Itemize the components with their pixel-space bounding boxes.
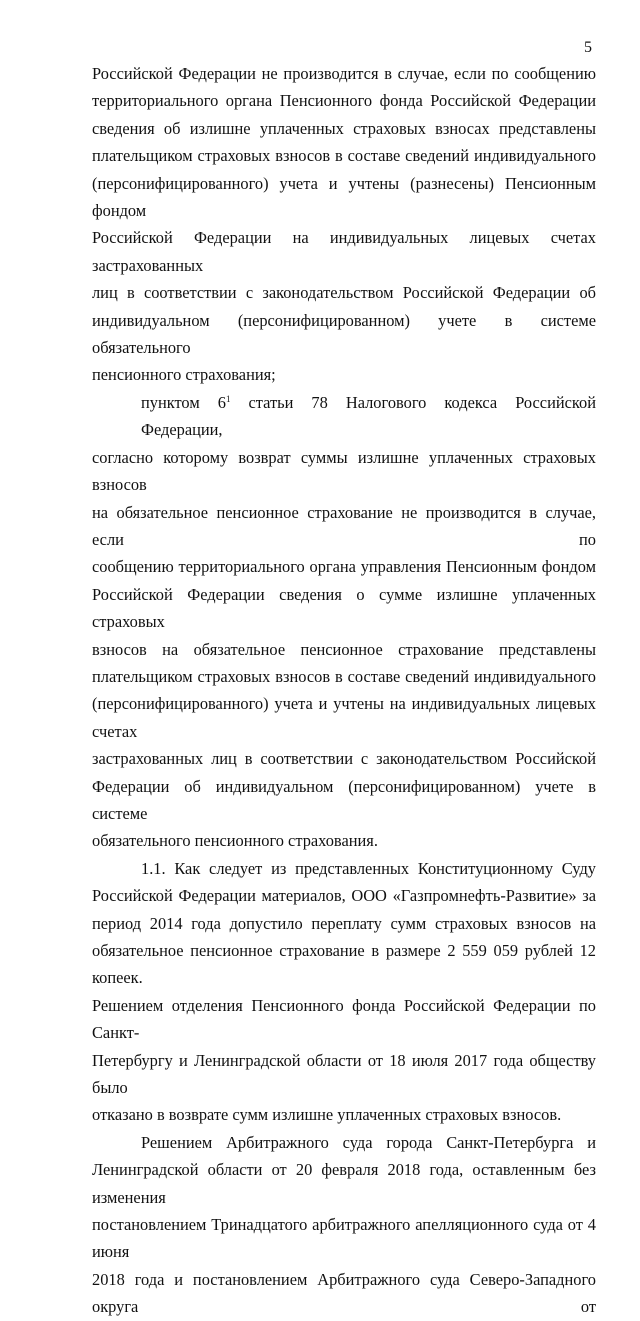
text-line: Федерации об индивидуальном (персонифицированном) учете в системе [92, 776, 596, 823]
paragraph-3 [92, 855, 596, 1129]
text-line: период 2014 года допустило переплату сумм страховых взносов на [92, 913, 596, 933]
paragraph-1 [92, 60, 596, 389]
text-line: индивидуальном (персонифицированном) учете в системе обязательного [92, 310, 596, 358]
text-line: (персонифицированного) учета и учтены (разнесены) Пенсионным фондом [92, 173, 596, 221]
text-line: (персонифицированного) учета и учтены на индивидуальных лицевых счетах [92, 694, 596, 741]
text-line: Российской Федерации на индивидуальных лицевых счетах застрахованных [92, 228, 596, 275]
text-line: Решением Арбитражного суда города Санкт-Петербурга и [141, 1132, 596, 1152]
text-line: Российской Федерации сведения о сумме излишне уплаченных страховых [92, 584, 596, 632]
text-line-with-superscript [92, 389, 596, 444]
text-line: обязательного пенсионного страхования. [92, 831, 378, 851]
text-line: отказано в возврате сумм излишне уплаченных страховых взносов. [92, 1105, 562, 1125]
text-line: плательщиком страховых взносов в составе сведений индивидуального [92, 146, 596, 166]
text-fragment: статьи 78 Налогового кодекса Российской Федерации, [141, 392, 596, 440]
text-line: застрахованных лиц в соответствии с законодательством Российской [92, 749, 596, 769]
text-line: Ленинградской области от 20 февраля 2018 года, оставленным без изменения [92, 1160, 596, 1207]
text-line: территориального органа Пенсионного фонда Российской Федерации [92, 91, 596, 111]
text-line: пенсионного страхования; [92, 365, 276, 385]
text-line: на обязательное пенсионное страхование не производится в случае, если по [92, 502, 596, 549]
text-line: постановлением Тринадцатого арбитражного апелляционного суда от 4 июня [92, 1215, 596, 1262]
page-number: 5 [584, 39, 592, 56]
text-line: согласно которому возврат суммы излишне уплаченных страховых взносов [92, 447, 596, 495]
text-line: сообщению территориального органа управления Пенсионным фондом [92, 557, 596, 577]
text-fragment: пунктом 6 [141, 392, 226, 412]
paragraph-2 [92, 389, 596, 855]
text-line: плательщиком страховых взносов в составе сведений индивидуального [92, 666, 596, 686]
superscript: 1 [225, 393, 231, 404]
document-body [92, 60, 596, 1321]
paragraph-4 [92, 1129, 596, 1321]
text-line: взносов на обязательное пенсионное страхование представлены [92, 639, 596, 659]
text-line: сведения об излишне уплаченных страховых взносах представлены [92, 118, 596, 138]
text-line: лиц в соответствии с законодательством Российской Федерации об [92, 283, 596, 303]
text-line: Российской Федерации материалов, ООО «Газпромнефть-Развитие» за [92, 886, 596, 906]
text-line: Петербургу и Ленинградской области от 18 июля 2017 года обществу было [92, 1050, 596, 1098]
text-line: 1.1. Как следует из представленных Конституционному Суду [141, 858, 596, 878]
text-line: 2018 года и постановлением Арбитражного суда Северо-Западного округа от [92, 1269, 596, 1317]
text-line: обязательное пенсионное страхование в размере 2 559 059 рублей 12 копеек. [92, 941, 596, 988]
text-line: Российской Федерации не производится в случае, если по сообщению [92, 64, 596, 83]
text-line: Решением отделения Пенсионного фонда Российской Федерации по Санкт- [92, 995, 596, 1043]
